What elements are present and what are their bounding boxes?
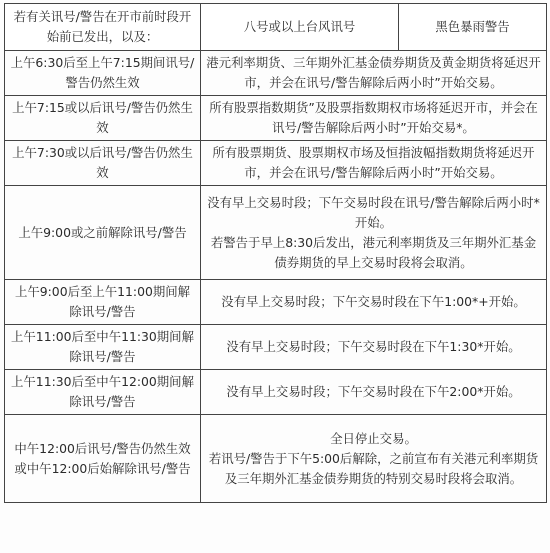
outcome-text: 港元利率期货、三年期外汇基金债券期货及黄金期货将延迟开市，并会在讯号/警告解除后两小时”开始交易。 xyxy=(206,55,541,90)
row-outcome xyxy=(201,280,547,325)
header-typhoon-signal: 八号或以上台风讯号 xyxy=(201,4,399,51)
row-condition: 上午9:00后至上午11:00期间解除讯号/警告 xyxy=(5,280,201,325)
table-row xyxy=(5,96,547,141)
outcome-text: 所有股票期货、股票期权市场及恒指波幅指数期货将延迟开市，并会在讯号/警告解除后两小时”开始交易。 xyxy=(212,145,535,180)
table-row xyxy=(5,415,547,503)
trading-arrangement-table xyxy=(4,3,547,503)
row-condition: 上午11:00后至中午11:30期间解除讯号/警告 xyxy=(5,325,201,370)
outcome-text: 若讯号/警告于下午5:00后解除，之前宣布有关港元利率期货及三年期外汇基金债券期货的特别交易时段将会取消。 xyxy=(208,450,539,486)
row-condition: 上午7:15或以后讯号/警告仍然生效 xyxy=(5,96,201,141)
outcome-text: 没有早上交易时段；下午交易时段在下午1:00*+开始。 xyxy=(221,294,526,309)
row-condition: 上午9:00或之前解除讯号/警告 xyxy=(5,186,201,280)
row-condition: 上午6:30后至上午7:15期间讯号/警告仍然生效 xyxy=(5,51,201,96)
row-outcome xyxy=(201,51,547,96)
row-condition: 上午7:30或以后讯号/警告仍然生效 xyxy=(5,141,201,186)
table-row xyxy=(5,141,547,186)
row-outcome xyxy=(201,370,547,415)
outcome-text: 若警告于早上8:30后发出，港元利率期货及三年期外汇基金债券期货的早上交易时段将会取消。 xyxy=(210,234,537,270)
header-condition: 若有关讯号/警告在开市前时段开始前已发出，以及： xyxy=(5,4,201,51)
outcome-text: 没有早上交易时段；下午交易时段在下午1:30*开始。 xyxy=(226,339,521,354)
row-condition: 上午11:30后至中午12:00期间解除讯号/警告 xyxy=(5,370,201,415)
table-header-row xyxy=(5,4,547,51)
table-row xyxy=(5,280,547,325)
table-row xyxy=(5,51,547,96)
row-outcome xyxy=(201,186,547,280)
table-row xyxy=(5,325,547,370)
row-outcome xyxy=(201,415,547,503)
outcome-text: 所有股票指数期货”及股票指数期权市场将延迟开市，并会在讯号/警告解除后两小时”开始交易*。 xyxy=(209,100,538,135)
outcome-text: 没有早上交易时段；下午交易时段在下午2:00*开始。 xyxy=(226,384,521,399)
header-black-rainstorm: 黑色暴雨警告 xyxy=(399,4,547,51)
row-outcome xyxy=(201,141,547,186)
outcome-text: 全日停止交易。 xyxy=(330,430,417,446)
table-row xyxy=(5,370,547,415)
row-outcome xyxy=(201,325,547,370)
row-outcome xyxy=(201,96,547,141)
row-condition: 中午12:00后讯号/警告仍然生效或中午12:00后始解除讯号/警告 xyxy=(5,415,201,503)
outcome-text: 没有早上交易时段；下午交易时段在讯号/警告解除后两小时*开始。 xyxy=(207,194,540,230)
table-row xyxy=(5,186,547,280)
